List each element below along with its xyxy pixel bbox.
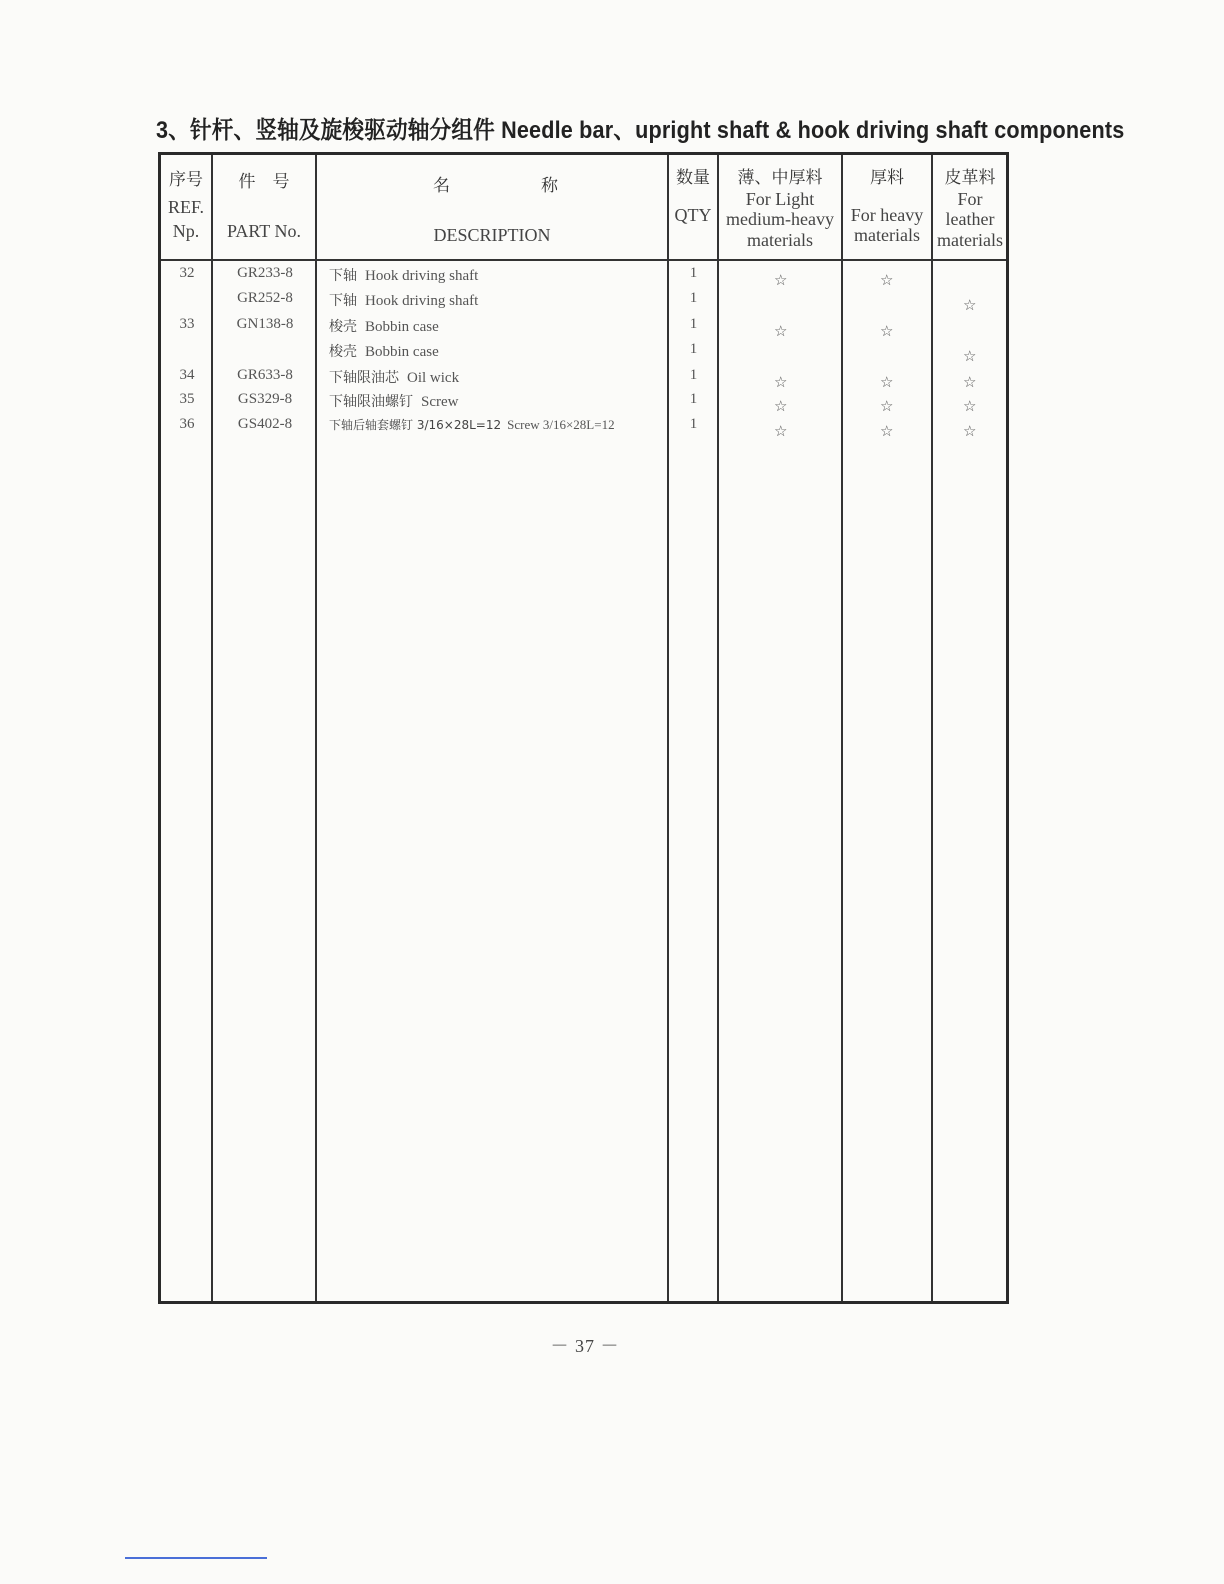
star-icon: ☆ — [963, 296, 977, 314]
star-icon: ☆ — [880, 397, 894, 415]
header-part-no: 件 号 PART No. — [227, 172, 301, 241]
star-icon: ☆ — [880, 271, 894, 289]
header-heavy-materials: 厚料 For heavy materials — [850, 168, 924, 246]
header-description: 名 称 DESCRIPTION — [433, 176, 558, 245]
table-row: GR252-8 下轴 Hook driving shaft 1 ☆ — [237, 290, 977, 314]
table-row: 33 GN138-8 梭壳 Bobbin case 1 ☆ ☆ — [179, 316, 894, 340]
star-icon: ☆ — [963, 373, 977, 391]
table-row: 梭壳 Bobbin case 1 ☆ — [329, 341, 977, 365]
header-light-materials: 薄、中厚料 For Light medium-heavy materials — [726, 168, 834, 250]
star-icon: ☆ — [774, 422, 788, 440]
header-divider — [161, 259, 1006, 261]
star-icon: ☆ — [963, 397, 977, 415]
header-qty: 数量 QTY — [674, 168, 712, 225]
star-icon: ☆ — [880, 373, 894, 391]
star-icon: ☆ — [774, 397, 788, 415]
page-number: － 37 － — [550, 1336, 620, 1356]
star-icon: ☆ — [774, 271, 788, 289]
star-icon: ☆ — [963, 347, 977, 365]
parts-table — [158, 152, 1009, 1304]
header-leather-materials: 皮革料 For leather materials — [937, 168, 1003, 250]
star-icon: ☆ — [880, 422, 894, 440]
header-ref: 序号 REF. Np. — [167, 170, 205, 242]
table-row: 36 GS402-8 下轴后轴套螺钉 3/16×28L=12 Screw 3/16×28L=12 1 ☆ ☆ ☆ — [179, 416, 977, 440]
table-row: 32 GR233-8 下轴 Hook driving shaft 1 ☆ ☆ — [179, 265, 894, 289]
star-icon: ☆ — [880, 322, 894, 340]
page-title: 3、针杆、竖轴及旋梭驱动轴分组件 Needle bar、upright shaft & hook driving shaft components — [156, 117, 1125, 144]
table-row: 34 GR633-8 下轴限油芯 Oil wick 1 ☆ ☆ ☆ — [179, 367, 977, 391]
star-icon: ☆ — [774, 322, 788, 340]
table-row: 35 GS329-8 下轴限油螺钉 Screw 1 ☆ ☆ ☆ — [179, 391, 977, 415]
star-icon: ☆ — [774, 373, 788, 391]
star-icon: ☆ — [963, 422, 977, 440]
footer-rule — [125, 1557, 267, 1559]
